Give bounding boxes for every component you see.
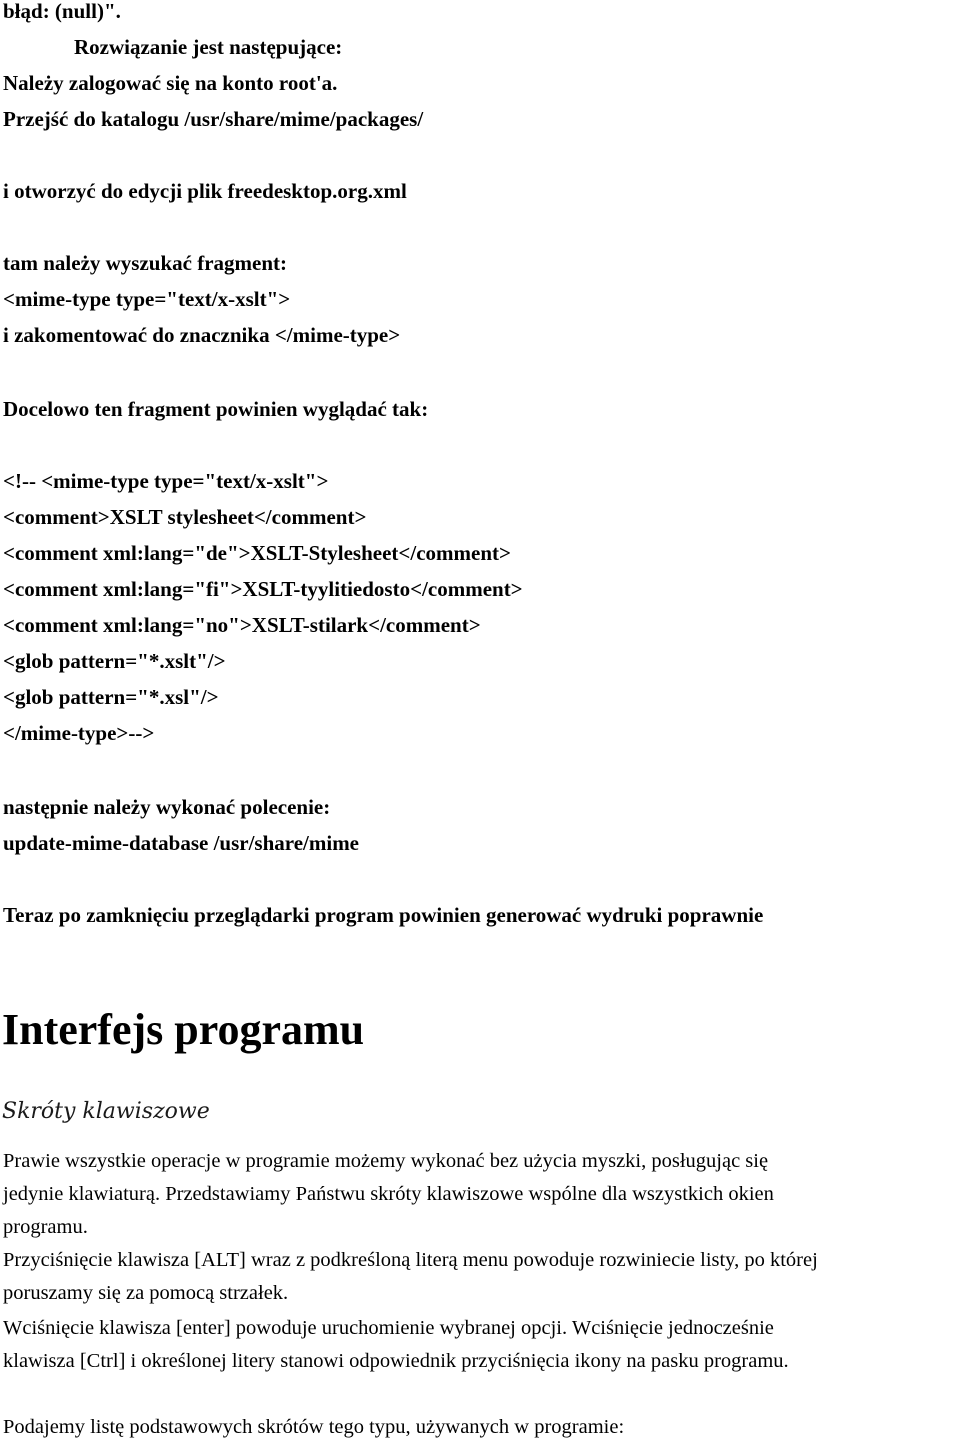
- section-subtitle: Skróty klawiszowe: [2, 1099, 210, 1124]
- code-line: </mime-type>-->: [3, 721, 155, 745]
- code-line: <glob pattern="*.xslt"/>: [3, 649, 226, 673]
- paragraph-line: Przyciśnięcie klawisza [ALT] wraz z podkreśloną literą menu powoduje rozwiniecie listy, po której: [3, 1249, 818, 1271]
- command-text: update-mime-database /usr/share/mime: [3, 831, 360, 855]
- command-intro: następnie należy wykonać polecenie:: [3, 795, 331, 819]
- code-line: <glob pattern="*.xsl"/>: [3, 685, 219, 709]
- paragraph-line: klawisza [Ctrl] i określonej litery stanowi odpowiednik przyciśnięcia ikony na pasku programu.: [3, 1350, 789, 1372]
- paragraph-line: Wciśnięcie klawisza [enter] powoduje uruchomienie wybranej opcji. Wciśnięcie jednocześnie: [3, 1317, 774, 1339]
- step-comment: i zakomentować do znacznika </mime-type>: [3, 323, 401, 347]
- code-line: <comment xml:lang="no">XSLT-stilark</comment>: [3, 613, 481, 637]
- code-line: <comment>XSLT stylesheet</comment>: [3, 505, 367, 529]
- paragraph-line: Prawie wszystkie operacje w programie możemy wykonać bez użycia myszki, posługując się: [3, 1150, 769, 1172]
- step-cd: Przejść do katalogu /usr/share/mime/packages/: [3, 107, 424, 131]
- code-line: <!-- <mime-type type="text/x-xslt">: [3, 469, 329, 493]
- code-line: <comment xml:lang="fi">XSLT-tyylitiedosto</comment>: [3, 577, 523, 601]
- target-intro: Docelowo ten fragment powinien wyglądać tak:: [3, 397, 429, 421]
- result-note: Teraz po zamknięciu przeglądarki program powinien generować wydruki poprawnie: [3, 903, 764, 927]
- section-title: Interfejs programu: [2, 1005, 365, 1054]
- step-login: Należy zalogować się na konto root'a.: [3, 71, 338, 95]
- error-line: błąd: (null)".: [3, 0, 121, 23]
- step-find: tam należy wyszukać fragment:: [3, 251, 288, 275]
- solution-intro: Rozwiązanie jest następujące:: [74, 35, 343, 59]
- paragraph-line: poruszamy się za pomocą strzałek.: [3, 1282, 289, 1304]
- paragraph-line: Podajemy listę podstawowych skrótów tego typu, używanych w programie:: [3, 1416, 625, 1438]
- step-open: i otworzyć do edycji plik freedesktop.org.xml: [3, 179, 407, 203]
- code-line: <comment xml:lang="de">XSLT-Stylesheet</comment>: [3, 541, 511, 565]
- paragraph-line: jedynie klawiaturą. Przedstawiamy Państwu skróty klawiszowe wspólne dla wszystkich okien: [3, 1183, 774, 1205]
- paragraph-line: programu.: [3, 1216, 88, 1238]
- fragment-start: <mime-type type="text/x-xslt">: [3, 287, 291, 311]
